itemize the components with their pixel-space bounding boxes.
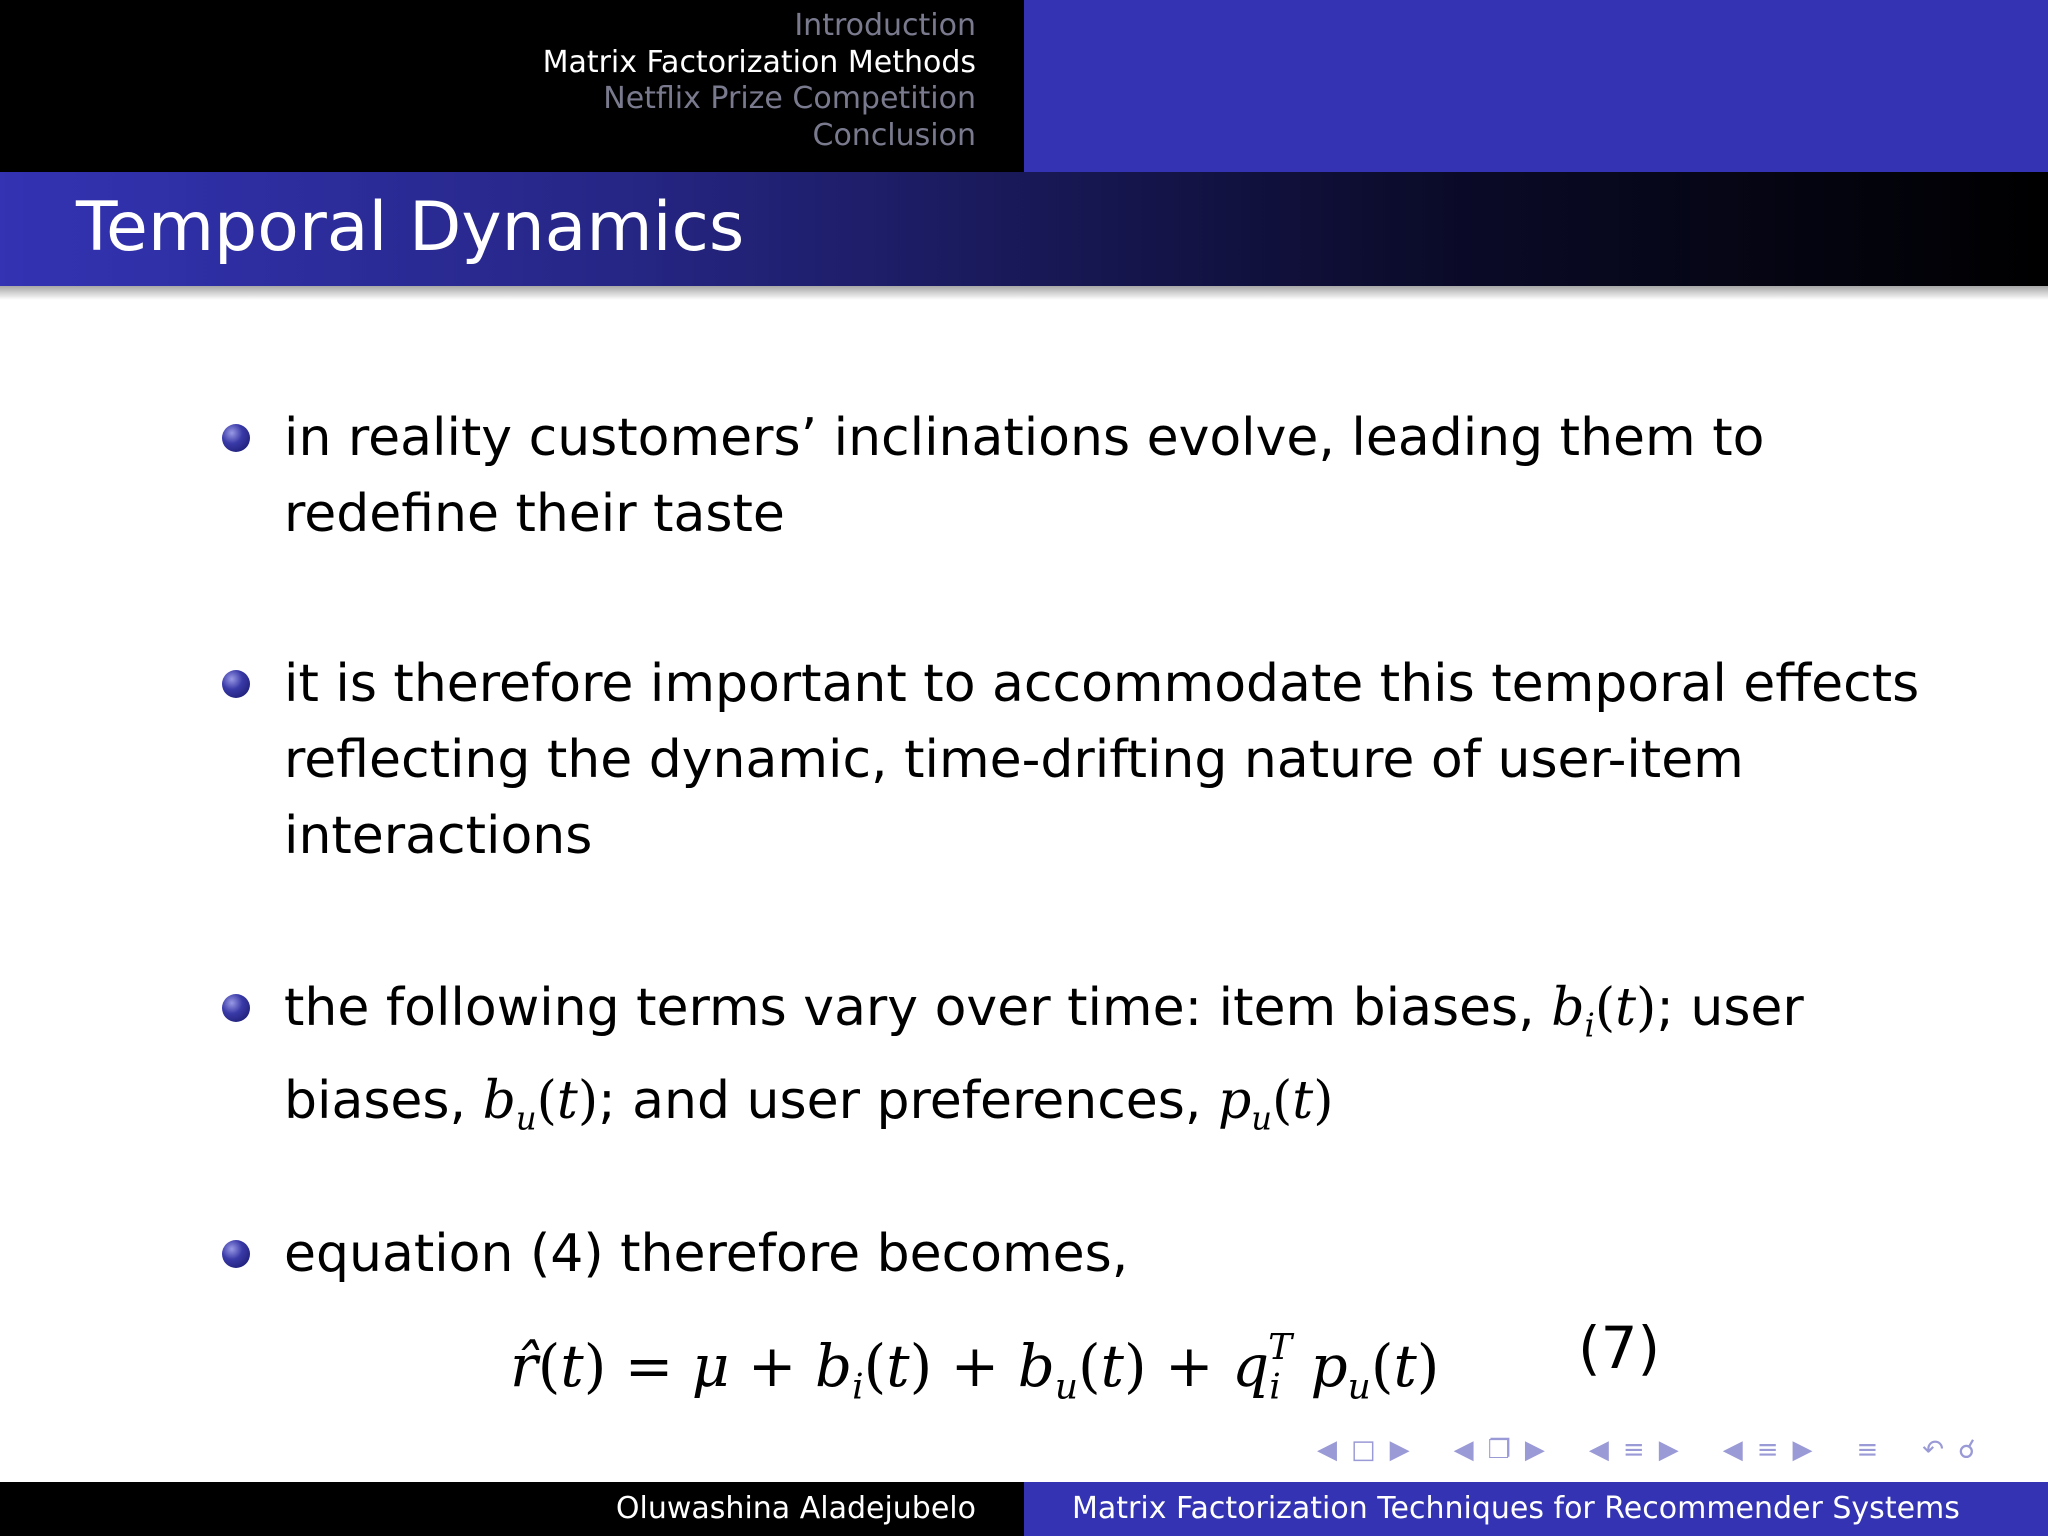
bullet-text-part: the following terms vary over time: item biases, (284, 978, 1552, 1038)
triangle-left-icon[interactable]: ◀ (1588, 1435, 1609, 1465)
frame-title-bar (0, 172, 2048, 286)
bullet-ball-icon (222, 424, 250, 452)
math-item-bias: $b_i$ (1551, 978, 1595, 1045)
bullet-ball-icon (222, 670, 250, 698)
triangle-right-icon[interactable]: ▶ (1524, 1435, 1545, 1465)
bullet-ball-icon (222, 994, 250, 1022)
math-user-bias: $b_u$ (482, 1071, 537, 1138)
navigation-symbols (1310, 1428, 1983, 1472)
bullet-item: in reality customers’ inclinations evolve, leading them to redefine their taste (284, 408, 1765, 544)
triangle-left-icon[interactable]: ◀ (1722, 1435, 1743, 1465)
header-section-nav (0, 0, 1024, 172)
section-list (543, 8, 976, 154)
section-icon[interactable]: ≡ (1622, 1435, 1645, 1465)
nav-section-conclusion[interactable]: Conclusion (812, 117, 976, 153)
footer-talk-title: Matrix Factorization Techniques for Recommender Systems (1072, 1491, 1960, 1526)
bullet-text-part: ; user biases, (284, 978, 1804, 1132)
align-icon[interactable]: ≡ (1856, 1435, 1879, 1465)
header-subsection-nav (1024, 0, 2048, 172)
triangle-right-icon[interactable]: ▶ (1389, 1435, 1410, 1465)
nav-section-matrix-factorization-methods[interactable]: Matrix Factorization Methods (542, 44, 976, 80)
frame-icon[interactable]: □ (1351, 1435, 1376, 1465)
undo-icon[interactable]: ↶ (1922, 1435, 1945, 1465)
frame-title: Temporal Dynamics (76, 188, 745, 267)
equation-number: (7) (1578, 1314, 1661, 1382)
bullet-text-part: ; and user preferences, (598, 1071, 1218, 1132)
nav-section-netflix-prize-competition[interactable]: Netflix Prize Competition (603, 81, 976, 116)
title-shadow (0, 286, 2048, 300)
nav-section-introduction[interactable]: Introduction (794, 8, 976, 43)
presentation-icon[interactable]: ≡ (1756, 1435, 1779, 1465)
subsection-icon[interactable]: ❐ (1487, 1435, 1511, 1465)
equation-7: r̂(t) = $\mu + b_i(t) + b_u(t) + q_i^T$ $p_u(t)$ (510, 1327, 1440, 1408)
triangle-left-icon[interactable]: ◀ (1453, 1435, 1474, 1465)
triangle-left-icon[interactable]: ◀ (1317, 1435, 1337, 1465)
triangle-right-icon[interactable]: ▶ (1658, 1435, 1679, 1465)
bullet-item: equation (4) therefore becomes, (284, 1224, 1129, 1284)
bullet-item: it is therefore important to accommodate this temporal effects reflecting the dynamic, time-drifting nature of user-item interactions (284, 654, 1920, 866)
bullet-item: the following terms vary over time: item biases, $b_i(t)$; user biases, $b_u(t)$; and user preferences, $p_u(t)$ (284, 978, 1804, 1138)
footer-title-box (1024, 1482, 2048, 1536)
math-user-preferences: $p_u$ (1217, 1071, 1272, 1138)
footer-author: Oluwashina Aladejubelo (615, 1491, 976, 1526)
triangle-right-icon[interactable]: ▶ (1792, 1435, 1813, 1465)
search-icon[interactable]: ☌ (1958, 1435, 1976, 1465)
bullet-ball-icon (222, 1240, 250, 1268)
footer-author-box (0, 1482, 1024, 1536)
